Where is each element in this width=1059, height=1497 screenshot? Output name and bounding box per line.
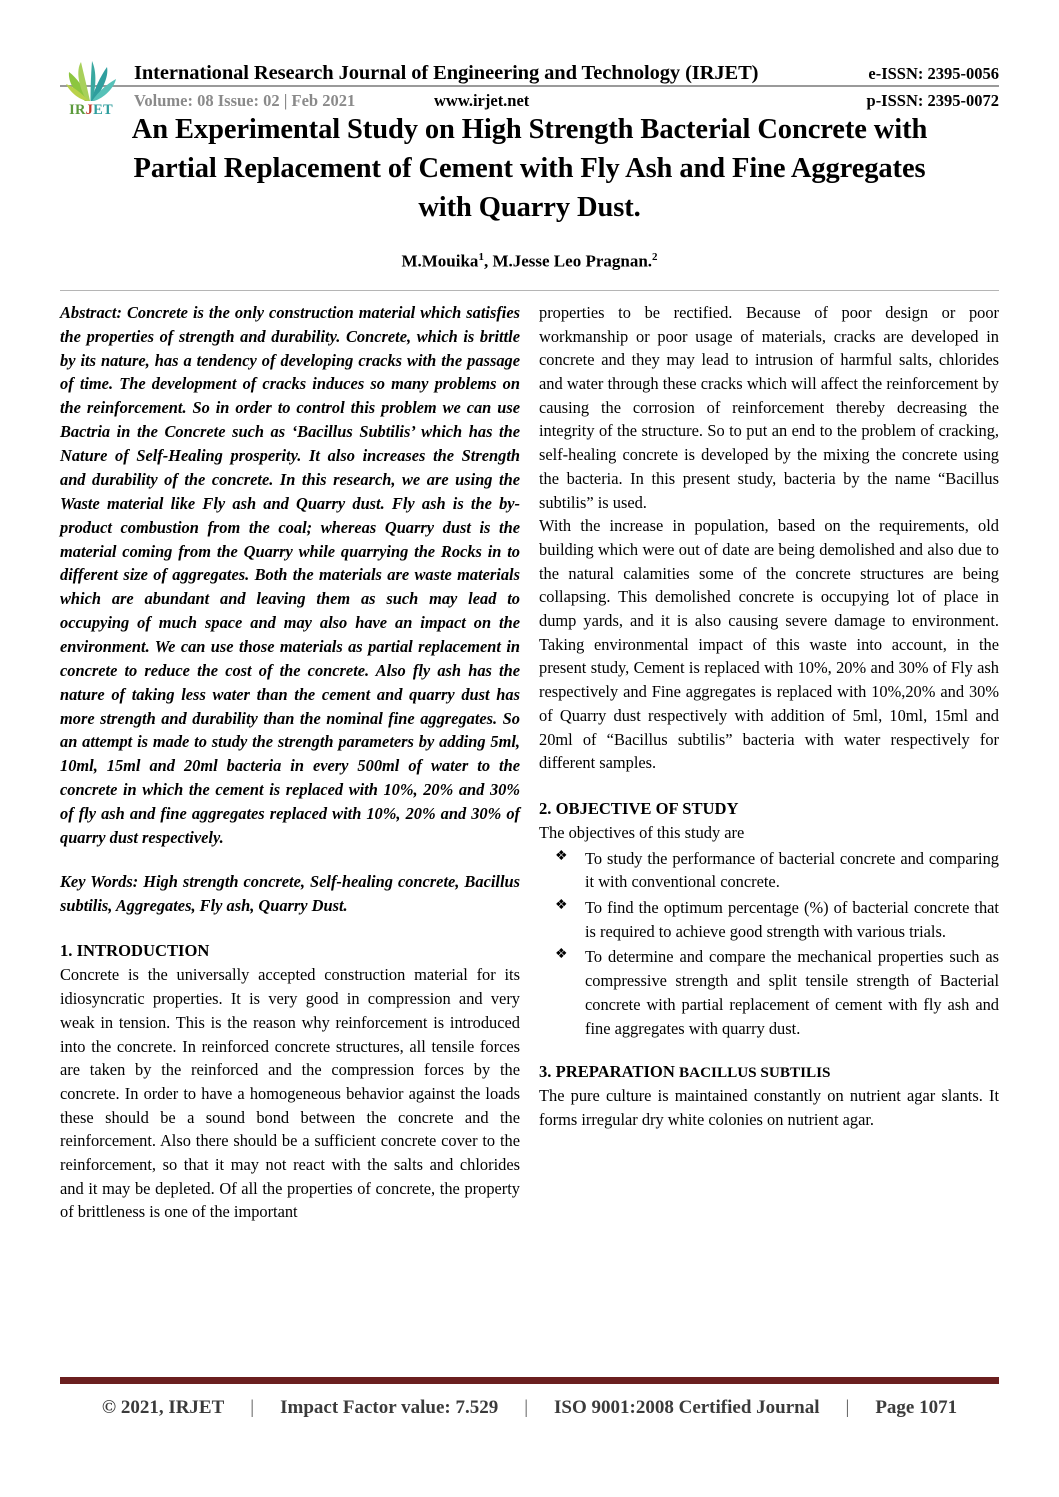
two-column-body xyxy=(60,301,999,1271)
footer-separator: | xyxy=(250,1397,255,1418)
column-gutter xyxy=(520,301,539,1271)
footer-separator: | xyxy=(524,1397,529,1418)
volume-issue-date: Volume: 08 Issue: 02 | Feb 2021 xyxy=(134,91,356,110)
section-heading-objective: 2. OBJECTIVE OF STUDY xyxy=(539,798,739,818)
section-heading-preparation xyxy=(539,1062,999,1082)
title-divider xyxy=(60,290,999,291)
objective-text: To determine and compare the mechanical properties such as compressive strength and split tensile strength of Bacterial concrete with partial replacement of cement with fly ash and fine aggregates with quarry dust. xyxy=(585,947,999,1038)
masthead-row-top xyxy=(134,62,999,85)
footer-accent-bar xyxy=(60,1377,999,1384)
title-line-2: Partial Replacement of Cement with Fly Ash and Fine Aggregates xyxy=(133,152,926,184)
floret-bullet-icon: ❖ xyxy=(555,898,568,914)
author-2-name: M.Jesse Leo Pragnan. xyxy=(492,251,653,271)
objective-text: To study the performance of bacterial concrete and comparing it with conventional concrete. xyxy=(585,848,999,892)
introduction-paragraph: Concrete is the universally accepted construction material for its idiosyncratic properties. It is very good in compression and very weak in tension. This is the reason why reinforcement is introduced into the concrete. In reinforced concrete structures, all tensile forces are taken by the reinforced and the compression forces by the concrete. In order to have a homogeneous behavior against the loads these should be a sound bond between the concrete and the reinforcement. Also there should be a sufficient concrete cover to the reinforcement, so that it may not react with the salts and chlorides and it may be depleted. Of all the properties of concrete, the property of brittleness is one of the important xyxy=(60,965,520,1222)
objectives-list xyxy=(539,847,999,1041)
right-column xyxy=(539,301,999,1271)
footer-text-row xyxy=(60,1397,999,1419)
footer-page-number: Page 1071 xyxy=(875,1397,958,1418)
journal-masthead xyxy=(60,0,999,118)
footer-separator: | xyxy=(845,1397,850,1418)
author-1-name: M.Mouika xyxy=(401,251,479,271)
irjet-logo xyxy=(60,58,122,118)
author-list xyxy=(60,251,999,272)
preparation-paragraph: The pure culture is maintained constantly on nutrient agar slants. It forms irregular dry white colonies on nutrient agar. xyxy=(539,1086,999,1129)
logo-text-ir: IR xyxy=(69,102,86,118)
page-footer xyxy=(60,1377,999,1419)
objective-intro-text: The objectives of this study are xyxy=(539,822,745,842)
leaf-fan-icon xyxy=(64,58,118,102)
logo-text-j: J xyxy=(85,102,94,118)
keywords-paragraph xyxy=(60,870,520,918)
right-paragraph-1: properties to be rectified. Because of poor design or poor workmanship or poor usage of materials, cracks are developed in concrete and they may lead to intrusion of harmful salts, chlorides and water through these cracks which will affect the reinforcement by causing the corrosion of reinforcement thereby decreasing the integrity of the structure. So to put an end to the problem of cracking, self-healing concrete is developed by the mixing the concrete using the bacteria. In this present study, bacteria by the name “Bacillus subtilis” is used. xyxy=(539,302,999,512)
left-column xyxy=(60,301,520,1271)
footer-copyright: © 2021, IRJET xyxy=(101,1397,225,1418)
journal-website-link[interactable]: www.irjet.net xyxy=(434,91,530,110)
preparation-heading-sub: BACILLUS SUBTILIS xyxy=(678,1064,831,1082)
preparation-heading-main: 3. PREPARATION xyxy=(539,1062,679,1082)
page-title xyxy=(60,111,999,227)
keywords-value: High strength concrete, Self-healing concrete, Bacillus subtilis, Aggregates, Fly ash, Quarry Dust. xyxy=(60,871,520,915)
list-item xyxy=(539,896,999,943)
title-line-1: An Experimental Study on High Strength Bacterial Concrete with xyxy=(131,114,928,145)
footer-impact-factor: Impact Factor value: 7.529 xyxy=(280,1397,499,1418)
logo-text-et: ET xyxy=(93,102,113,118)
irjet-wordmark xyxy=(69,103,113,118)
list-item xyxy=(539,945,999,1040)
journal-title: International Research Journal of Engineering and Technology (IRJET) xyxy=(134,62,759,84)
abstract-paragraph: Abstract: Concrete is the only construction material which satisfies the properties of strength and durability. Concrete, which is brittle by its nature, has a tendency of developing cracks with the passage of time. The development of cracks induces so many problems on the reinforcement. So in order to control this problem we can use Bactria in the Concrete such as ‘Bacillus Subtilis’ which has the Nature of Self-Healing prosperity. It also increases the Strength and durability of the concrete. In this research, we are using the Waste material like Fly ash and Quarry dust. Fly ash is the by-product combustion from the coal; whereas Quarry dust is the material coming from the Quarry while quarrying the Rocks in to different size of aggregates. Both the materials are waste materials which are abundant and leaving them as such may lead to occupying of much space and may also have an impact on the environment. We can use those materials as partial replacement in concrete to reduce the cost of the concrete. Also fly ash has the nature of taking less water than the cement and quarry dust has more strength and durability than the nominal fine aggregates. So an attempt is made to study the strength parameters by adding 5ml, 10ml, 15ml and 20ml bacteria in every 500ml of water to the concrete in which the cement is replaced with 10%, 20% and 30% of fly ash and fine aggregates replaced with 10%, 20% and 30% of quarry dust respectively. xyxy=(60,302,520,847)
objective-text: To find the optimum percentage (%) of bacterial concrete that is required to achieve good strength with various trials. xyxy=(585,898,999,941)
masthead-row-bottom xyxy=(134,91,999,111)
e-issn: e-ISSN: 2395-0056 xyxy=(868,64,999,83)
keywords-label: Key Words: xyxy=(60,871,139,891)
right-paragraph-2: With the increase in population, based on the requirements, old building which were out of date are being demolished and also due to the natural calamities some of the concrete structures are being collapsing. This demolished concrete is occupying lot of place in dump yards, and it is also causing severe damage to environment. Taking environmental impact of this waste into account, in the present study, Cement is replaced with 10%, 20% and 30% of Fly ash respectively and Fine aggregates is replaced with 10%,20% and 30% of Quarry dust respectively with addition of 5ml, 10ml, 15ml and 20ml of “Bacillus subtilis” bacteria with water respectively for different samples. xyxy=(539,516,999,773)
author-1-affiliation-marker: 1 xyxy=(478,251,484,264)
author-separator: , xyxy=(483,251,493,271)
list-item xyxy=(539,847,999,894)
section-heading-introduction: 1. INTRODUCTION xyxy=(60,941,210,961)
floret-bullet-icon: ❖ xyxy=(555,848,568,864)
p-issn: p-ISSN: 2395-0072 xyxy=(866,91,999,110)
masthead-text xyxy=(122,62,999,111)
floret-bullet-icon: ❖ xyxy=(555,947,568,963)
title-line-3: with Quarry Dust. xyxy=(418,191,641,223)
footer-certification: ISO 9001:2008 Certified Journal xyxy=(554,1397,820,1418)
author-2-affiliation-marker: 2 xyxy=(652,251,658,264)
